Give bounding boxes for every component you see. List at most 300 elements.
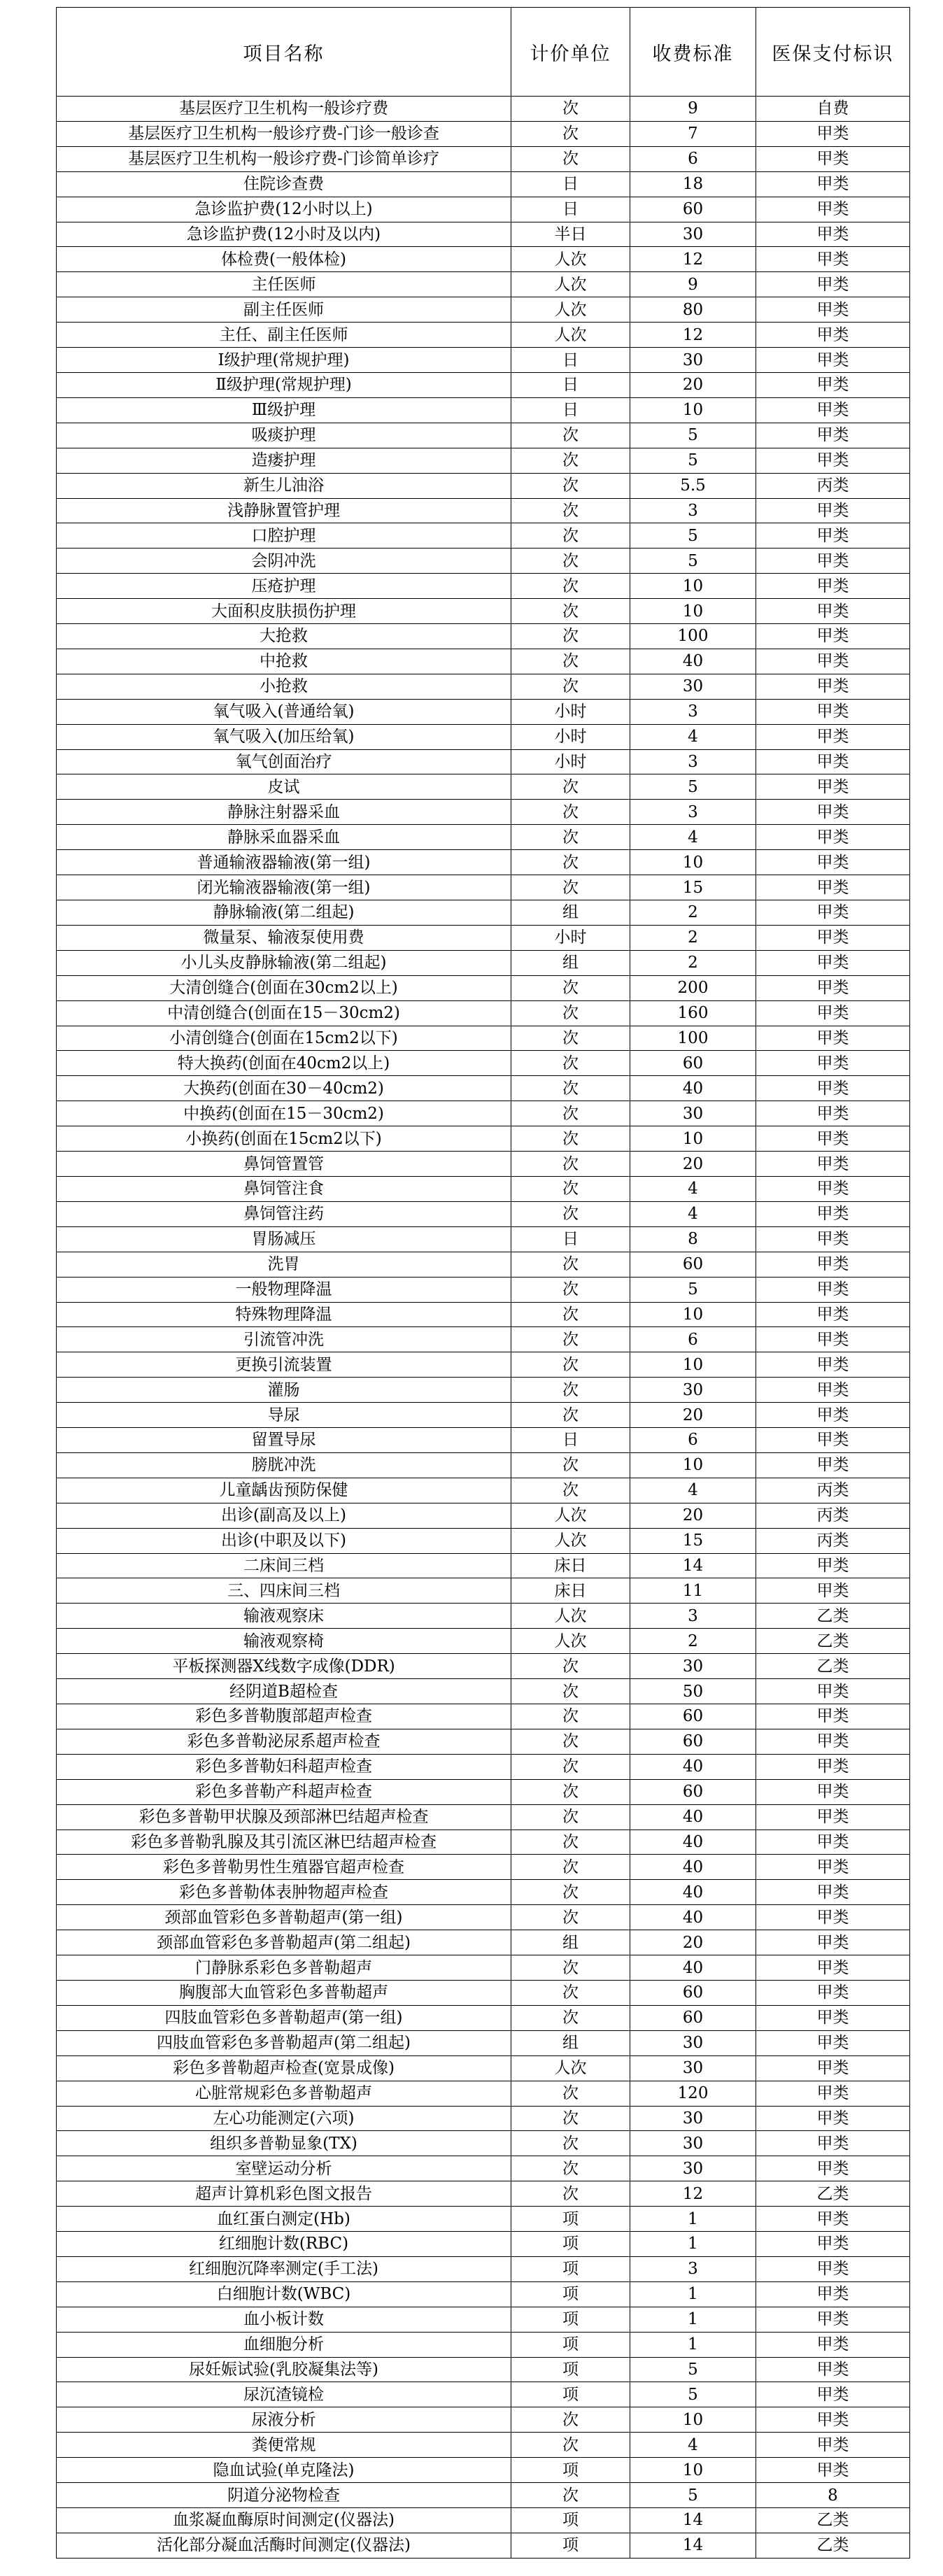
- insurance-flag-cell: 甲类: [756, 2332, 910, 2357]
- insurance-flag-cell: 甲类: [756, 1403, 910, 1428]
- item-name-cell: 心脏常规彩色多普勒超声: [57, 2081, 511, 2106]
- price-cell: 80: [630, 297, 756, 323]
- unit-cell: 项: [511, 2533, 630, 2558]
- unit-cell: 次: [511, 1880, 630, 1905]
- insurance-flag-cell: 甲类: [756, 624, 910, 649]
- insurance-flag-cell: 甲类: [756, 2382, 910, 2407]
- insurance-flag-cell: 乙类: [756, 1604, 910, 1629]
- item-name-cell: 出诊(中职及以下): [57, 1528, 511, 1553]
- price-cell: 10: [630, 1302, 756, 1327]
- insurance-flag-cell: 甲类: [756, 649, 910, 674]
- insurance-flag-cell: 甲类: [756, 1452, 910, 1478]
- table-row: [57, 2307, 910, 2332]
- item-name-cell: 红细胞计数(RBC): [57, 2232, 511, 2257]
- table-row: [57, 1478, 910, 1503]
- table-row: [57, 975, 910, 1000]
- item-name-cell: 留置导尿: [57, 1428, 511, 1453]
- price-cell: 5: [630, 448, 756, 473]
- insurance-flag-cell: 甲类: [756, 448, 910, 473]
- table-row: [57, 523, 910, 549]
- table-row: [57, 2508, 910, 2533]
- table-row: [57, 2256, 910, 2281]
- insurance-flag-cell: 甲类: [756, 975, 910, 1000]
- unit-cell: 床日: [511, 1578, 630, 1604]
- item-name-cell: 小抢救: [57, 674, 511, 699]
- price-cell: 40: [630, 1804, 756, 1830]
- price-cell: 30: [630, 2030, 756, 2055]
- item-name-cell: 血细胞分析: [57, 2332, 511, 2357]
- unit-cell: 日: [511, 397, 630, 423]
- header-insurance-flag: 医保支付标识: [756, 8, 910, 97]
- price-cell: 10: [630, 2407, 756, 2433]
- insurance-flag-cell: 甲类: [756, 397, 910, 423]
- unit-cell: 次: [511, 975, 630, 1000]
- price-cell: 200: [630, 975, 756, 1000]
- insurance-flag-cell: 甲类: [756, 2357, 910, 2382]
- table-row: [57, 1428, 910, 1453]
- price-cell: 5: [630, 774, 756, 800]
- table-row: [57, 574, 910, 599]
- insurance-flag-cell: 甲类: [756, 2458, 910, 2483]
- price-cell: 10: [630, 599, 756, 624]
- insurance-flag-cell: 甲类: [756, 699, 910, 724]
- unit-cell: 次: [511, 1176, 630, 1201]
- item-name-cell: 体检费(一般体检): [57, 247, 511, 272]
- item-name-cell: 彩色多普勒产科超声检查: [57, 1779, 511, 1804]
- unit-cell: 人次: [511, 1629, 630, 1654]
- item-name-cell: 压疮护理: [57, 574, 511, 599]
- item-name-cell: 会阴冲洗: [57, 549, 511, 574]
- insurance-flag-cell: 甲类: [756, 1026, 910, 1051]
- price-cell: 40: [630, 1855, 756, 1880]
- price-cell: 5: [630, 2382, 756, 2407]
- unit-cell: 项: [511, 2207, 630, 2232]
- item-name-cell: 膀胱冲洗: [57, 1452, 511, 1478]
- item-name-cell: 主任、副主任医师: [57, 323, 511, 348]
- unit-cell: 次: [511, 2081, 630, 2106]
- price-cell: 12: [630, 323, 756, 348]
- item-name-cell: 尿妊娠试验(乳胶凝集法等): [57, 2357, 511, 2382]
- unit-cell: 次: [511, 2005, 630, 2030]
- price-cell: 14: [630, 1553, 756, 1578]
- table-row: [57, 1679, 910, 1704]
- unit-cell: 次: [511, 498, 630, 523]
- unit-cell: 项: [511, 2458, 630, 2483]
- price-cell: 15: [630, 875, 756, 900]
- insurance-flag-cell: 甲类: [756, 1955, 910, 1981]
- price-cell: 60: [630, 2005, 756, 2030]
- insurance-flag-cell: 甲类: [756, 1779, 910, 1804]
- table-row: [57, 2005, 910, 2030]
- table-row: [57, 724, 910, 749]
- item-name-cell: 彩色多普勒体表肿物超声检查: [57, 1880, 511, 1905]
- table-row: [57, 1503, 910, 1528]
- unit-cell: 次: [511, 1076, 630, 1101]
- insurance-flag-cell: 甲类: [756, 2307, 910, 2332]
- table-row: [57, 323, 910, 348]
- price-cell: 1: [630, 2207, 756, 2232]
- table-row: [57, 599, 910, 624]
- table-row: [57, 1880, 910, 1905]
- insurance-flag-cell: 甲类: [756, 1553, 910, 1578]
- price-cell: 120: [630, 2081, 756, 2106]
- insurance-flag-cell: 甲类: [756, 323, 910, 348]
- unit-cell: 床日: [511, 1553, 630, 1578]
- item-name-cell: 胸腹部大血管彩色多普勒超声: [57, 1980, 511, 2005]
- price-cell: 100: [630, 1026, 756, 1051]
- table-row: [57, 2533, 910, 2558]
- unit-cell: 次: [511, 1980, 630, 2005]
- unit-cell: 次: [511, 875, 630, 900]
- price-cell: 9: [630, 272, 756, 297]
- table-row: [57, 2106, 910, 2131]
- item-name-cell: 小清创缝合(创面在15cm2以下): [57, 1026, 511, 1051]
- header-item-name: 项目名称: [57, 8, 511, 97]
- table-row: [57, 448, 910, 473]
- insurance-flag-cell: 甲类: [756, 950, 910, 975]
- item-name-cell: 小换药(创面在15cm2以下): [57, 1126, 511, 1152]
- table-row: [57, 1302, 910, 1327]
- table-row: [57, 1201, 910, 1226]
- insurance-flag-cell: 甲类: [756, 1327, 910, 1352]
- price-cell: 30: [630, 2131, 756, 2156]
- unit-cell: 次: [511, 1779, 630, 1804]
- price-cell: 1: [630, 2332, 756, 2357]
- table-row: [57, 800, 910, 825]
- price-cell: 10: [630, 397, 756, 423]
- price-cell: 60: [630, 1779, 756, 1804]
- insurance-flag-cell: 甲类: [756, 2156, 910, 2181]
- unit-cell: 次: [511, 549, 630, 574]
- unit-cell: 次: [511, 423, 630, 448]
- table-row: [57, 423, 910, 448]
- price-cell: 3: [630, 498, 756, 523]
- insurance-flag-cell: 甲类: [756, 825, 910, 850]
- item-name-cell: Ⅲ级护理: [57, 397, 511, 423]
- price-cell: 6: [630, 1327, 756, 1352]
- table-row: [57, 549, 910, 574]
- insurance-flag-cell: 甲类: [756, 1855, 910, 1880]
- item-name-cell: 一般物理降温: [57, 1277, 511, 1302]
- item-name-cell: 中清创缝合(创面在15－30cm2): [57, 1000, 511, 1026]
- price-cell: 20: [630, 1930, 756, 1955]
- table-row: [57, 1980, 910, 2005]
- item-name-cell: 白细胞计数(WBC): [57, 2281, 511, 2307]
- insurance-flag-cell: 甲类: [756, 850, 910, 875]
- insurance-flag-cell: 甲类: [756, 2256, 910, 2281]
- insurance-flag-cell: 甲类: [756, 749, 910, 774]
- item-name-cell: 基层医疗卫生机构一般诊疗费-门诊简单诊疗: [57, 146, 511, 171]
- price-cell: 5.5: [630, 473, 756, 498]
- insurance-flag-cell: 甲类: [756, 2030, 910, 2055]
- unit-cell: 次: [511, 448, 630, 473]
- price-cell: 30: [630, 2106, 756, 2131]
- price-cell: 60: [630, 1729, 756, 1754]
- unit-cell: 小时: [511, 749, 630, 774]
- price-cell: 60: [630, 1980, 756, 2005]
- table-row: [57, 2055, 910, 2081]
- unit-cell: 次: [511, 1704, 630, 1729]
- price-cell: 4: [630, 1201, 756, 1226]
- price-cell: 8: [630, 1226, 756, 1252]
- price-cell: 10: [630, 850, 756, 875]
- insurance-flag-cell: 甲类: [756, 1930, 910, 1955]
- unit-cell: 次: [511, 1277, 630, 1302]
- table-row: [57, 1955, 910, 1981]
- item-name-cell: 门静脉系彩色多普勒超声: [57, 1955, 511, 1981]
- insurance-flag-cell: 乙类: [756, 2533, 910, 2558]
- item-name-cell: Ⅰ级护理(常规护理): [57, 348, 511, 373]
- price-cell: 20: [630, 1403, 756, 1428]
- insurance-flag-cell: 甲类: [756, 348, 910, 373]
- table-row: [57, 1629, 910, 1654]
- item-name-cell: 经阴道B超检查: [57, 1679, 511, 1704]
- unit-cell: 次: [511, 2433, 630, 2458]
- table-row: [57, 1378, 910, 1403]
- insurance-flag-cell: 丙类: [756, 1478, 910, 1503]
- table-row: [57, 473, 910, 498]
- item-name-cell: 超声计算机彩色图文报告: [57, 2181, 511, 2207]
- unit-cell: 次: [511, 2407, 630, 2433]
- item-name-cell: 颈部血管彩色多普勒超声(第二组起): [57, 1930, 511, 1955]
- unit-cell: 次: [511, 1252, 630, 1277]
- item-name-cell: 输液观察椅: [57, 1629, 511, 1654]
- unit-cell: 项: [511, 2256, 630, 2281]
- insurance-flag-cell: 丙类: [756, 1528, 910, 1553]
- price-cell: 5: [630, 549, 756, 574]
- unit-cell: 项: [511, 2232, 630, 2257]
- item-name-cell: 红细胞沉降率测定(手工法): [57, 2256, 511, 2281]
- table-row: [57, 1553, 910, 1578]
- insurance-flag-cell: 甲类: [756, 2106, 910, 2131]
- item-name-cell: 二床间三档: [57, 1553, 511, 1578]
- unit-cell: 次: [511, 2483, 630, 2508]
- table-row: [57, 2181, 910, 2207]
- price-cell: 15: [630, 1528, 756, 1553]
- table-header-row: [57, 8, 910, 97]
- unit-cell: 次: [511, 1051, 630, 1076]
- price-cell: 160: [630, 1000, 756, 1026]
- item-name-cell: 组织多普勒显象(TX): [57, 2131, 511, 2156]
- table-row: [57, 372, 910, 397]
- price-cell: 30: [630, 674, 756, 699]
- table-row: [57, 1654, 910, 1679]
- unit-cell: 次: [511, 97, 630, 122]
- unit-cell: 次: [511, 1403, 630, 1428]
- price-cell: 40: [630, 649, 756, 674]
- unit-cell: 次: [511, 800, 630, 825]
- item-name-cell: 鼻饲管注药: [57, 1201, 511, 1226]
- insurance-flag-cell: 甲类: [756, 800, 910, 825]
- item-name-cell: 彩色多普勒妇科超声检查: [57, 1754, 511, 1779]
- table-row: [57, 825, 910, 850]
- insurance-flag-cell: 甲类: [756, 574, 910, 599]
- price-cell: 30: [630, 1654, 756, 1679]
- unit-cell: 半日: [511, 222, 630, 247]
- unit-cell: 组: [511, 900, 630, 926]
- price-cell: 3: [630, 749, 756, 774]
- item-name-cell: 粪便常规: [57, 2433, 511, 2458]
- price-cell: 10: [630, 1352, 756, 1378]
- insurance-flag-cell: 乙类: [756, 1654, 910, 1679]
- insurance-flag-cell: 甲类: [756, 2281, 910, 2307]
- item-name-cell: 左心功能测定(六项): [57, 2106, 511, 2131]
- price-cell: 40: [630, 1905, 756, 1930]
- item-name-cell: 出诊(副高及以上): [57, 1503, 511, 1528]
- unit-cell: 次: [511, 523, 630, 549]
- insurance-flag-cell: 甲类: [756, 523, 910, 549]
- item-name-cell: 特大换药(创面在40cm2以上): [57, 1051, 511, 1076]
- insurance-flag-cell: 甲类: [756, 423, 910, 448]
- item-name-cell: 住院诊查费: [57, 171, 511, 197]
- item-name-cell: 导尿: [57, 1403, 511, 1428]
- item-name-cell: 彩色多普勒超声检查(宽景成像): [57, 2055, 511, 2081]
- insurance-flag-cell: 甲类: [756, 1729, 910, 1754]
- table-row: [57, 2030, 910, 2055]
- price-cell: 40: [630, 1955, 756, 1981]
- item-name-cell: 吸痰护理: [57, 423, 511, 448]
- table-row: [57, 1528, 910, 1553]
- price-cell: 60: [630, 1252, 756, 1277]
- unit-cell: 次: [511, 1026, 630, 1051]
- price-cell: 40: [630, 1754, 756, 1779]
- item-name-cell: 儿童龋齿预防保健: [57, 1478, 511, 1503]
- table-row: [57, 1176, 910, 1201]
- unit-cell: 次: [511, 473, 630, 498]
- item-name-cell: 尿液分析: [57, 2407, 511, 2433]
- unit-cell: 次: [511, 1201, 630, 1226]
- item-name-cell: 颈部血管彩色多普勒超声(第一组): [57, 1905, 511, 1930]
- table-row: [57, 900, 910, 926]
- unit-cell: 次: [511, 674, 630, 699]
- insurance-flag-cell: 乙类: [756, 2181, 910, 2207]
- insurance-flag-cell: 甲类: [756, 549, 910, 574]
- price-cell: 10: [630, 1126, 756, 1152]
- unit-cell: 小时: [511, 925, 630, 950]
- price-cell: 1: [630, 2307, 756, 2332]
- fee-table: [56, 7, 910, 2559]
- unit-cell: 人次: [511, 2055, 630, 2081]
- insurance-flag-cell: 甲类: [756, 2433, 910, 2458]
- unit-cell: 次: [511, 1126, 630, 1152]
- item-name-cell: 大换药(创面在30－40cm2): [57, 1076, 511, 1101]
- unit-cell: 次: [511, 1302, 630, 1327]
- header-unit: 计价单位: [511, 8, 630, 97]
- unit-cell: 次: [511, 1905, 630, 1930]
- item-name-cell: 小儿头皮静脉输液(第二组起): [57, 950, 511, 975]
- unit-cell: 次: [511, 649, 630, 674]
- table-row: [57, 247, 910, 272]
- table-row: [57, 774, 910, 800]
- item-name-cell: 大抢救: [57, 624, 511, 649]
- unit-cell: 人次: [511, 1604, 630, 1629]
- table-row: [57, 1226, 910, 1252]
- insurance-flag-cell: 甲类: [756, 171, 910, 197]
- insurance-flag-cell: 甲类: [756, 1830, 910, 1855]
- item-name-cell: 微量泵、输液泵使用费: [57, 925, 511, 950]
- table-row: [57, 197, 910, 222]
- item-name-cell: 活化部分凝血活酶时间测定(仪器法): [57, 2533, 511, 2558]
- item-name-cell: 彩色多普勒男性生殖器官超声检查: [57, 1855, 511, 1880]
- item-name-cell: 平板探测器X线数字成像(DDR): [57, 1654, 511, 1679]
- unit-cell: 次: [511, 774, 630, 800]
- unit-cell: 项: [511, 2508, 630, 2533]
- fee-sheet: [56, 7, 943, 2559]
- item-name-cell: 氧气吸入(加压给氧): [57, 724, 511, 749]
- table-row: [57, 2458, 910, 2483]
- table-row: [57, 2156, 910, 2181]
- price-cell: 12: [630, 2181, 756, 2207]
- price-cell: 9: [630, 97, 756, 122]
- insurance-flag-cell: 甲类: [756, 1226, 910, 1252]
- insurance-flag-cell: 甲类: [756, 297, 910, 323]
- price-cell: 5: [630, 2357, 756, 2382]
- item-name-cell: 大面积皮肤损伤护理: [57, 599, 511, 624]
- item-name-cell: 鼻饲管注食: [57, 1176, 511, 1201]
- table-row: [57, 1729, 910, 1754]
- insurance-flag-cell: 甲类: [756, 2081, 910, 2106]
- unit-cell: 日: [511, 348, 630, 373]
- item-name-cell: 彩色多普勒泌尿系超声检查: [57, 1729, 511, 1754]
- unit-cell: 次: [511, 1754, 630, 1779]
- table-row: [57, 297, 910, 323]
- unit-cell: 次: [511, 1478, 630, 1503]
- price-cell: 30: [630, 348, 756, 373]
- unit-cell: 次: [511, 574, 630, 599]
- item-name-cell: 急诊监护费(12小时及以内): [57, 222, 511, 247]
- item-name-cell: 急诊监护费(12小时以上): [57, 197, 511, 222]
- insurance-flag-cell: 甲类: [756, 1152, 910, 1177]
- item-name-cell: 鼻饲管置管: [57, 1152, 511, 1177]
- price-cell: 40: [630, 1830, 756, 1855]
- insurance-flag-cell: 甲类: [756, 222, 910, 247]
- insurance-flag-cell: 甲类: [756, 2005, 910, 2030]
- price-cell: 1: [630, 2232, 756, 2257]
- insurance-flag-cell: 甲类: [756, 1704, 910, 1729]
- item-name-cell: 新生儿油浴: [57, 473, 511, 498]
- unit-cell: 次: [511, 1452, 630, 1478]
- price-cell: 30: [630, 1378, 756, 1403]
- table-row: [57, 950, 910, 975]
- table-row: [57, 1754, 910, 1779]
- price-cell: 14: [630, 2533, 756, 2558]
- insurance-flag-cell: 甲类: [756, 900, 910, 926]
- item-name-cell: 普通输液器输液(第一组): [57, 850, 511, 875]
- item-name-cell: 阴道分泌物检查: [57, 2483, 511, 2508]
- insurance-flag-cell: 甲类: [756, 1578, 910, 1604]
- item-name-cell: 主任医师: [57, 272, 511, 297]
- price-cell: 3: [630, 800, 756, 825]
- insurance-flag-cell: 甲类: [756, 2232, 910, 2257]
- unit-cell: 次: [511, 1955, 630, 1981]
- table-row: [57, 1026, 910, 1051]
- table-row: [57, 649, 910, 674]
- table-row: [57, 498, 910, 523]
- price-cell: 60: [630, 1704, 756, 1729]
- unit-cell: 日: [511, 171, 630, 197]
- insurance-flag-cell: 甲类: [756, 1076, 910, 1101]
- unit-cell: 次: [511, 624, 630, 649]
- price-cell: 2: [630, 950, 756, 975]
- item-name-cell: 尿沉渣镜检: [57, 2382, 511, 2407]
- insurance-flag-cell: 甲类: [756, 599, 910, 624]
- item-name-cell: 大清创缝合(创面在30cm2以上): [57, 975, 511, 1000]
- insurance-flag-cell: 甲类: [756, 1201, 910, 1226]
- item-name-cell: 室壁运动分析: [57, 2156, 511, 2181]
- table-row: [57, 2207, 910, 2232]
- item-name-cell: 氧气吸入(普通给氧): [57, 699, 511, 724]
- insurance-flag-cell: 甲类: [756, 1679, 910, 1704]
